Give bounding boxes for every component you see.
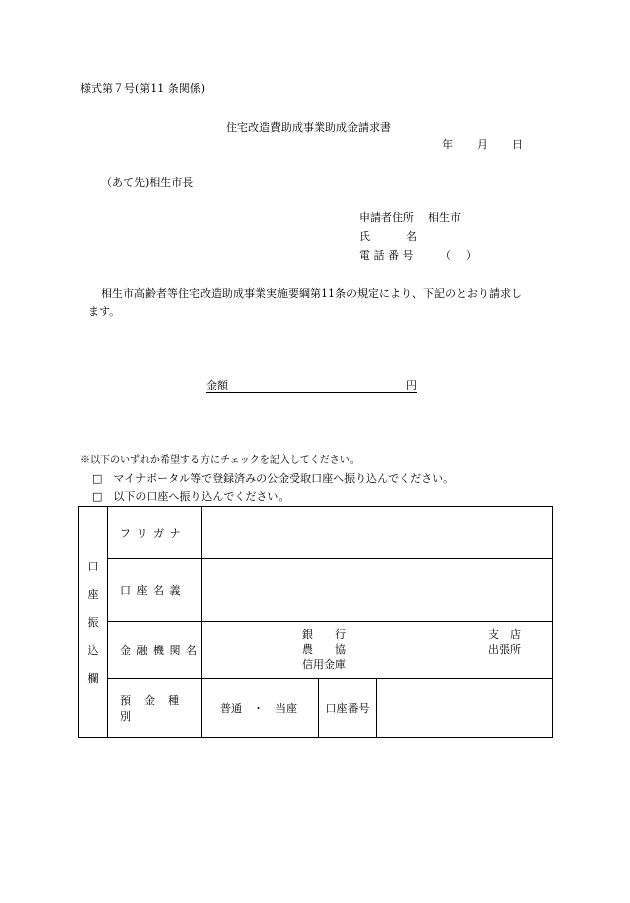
side-char: 口 bbox=[87, 560, 99, 573]
applicant-address-value: 相生市 bbox=[428, 211, 461, 224]
amount-label: 金額 bbox=[206, 379, 228, 392]
bank-type: 銀 行 bbox=[302, 628, 346, 641]
option-mynaportal[interactable]: □ マイナポータル等で登録済みの公金受取口座へ振り込んでください。 bbox=[92, 472, 455, 485]
check-note: ※以下のいずれか希望する方にチェックを記入してください。 bbox=[80, 455, 360, 466]
body-text-line2: ます。 bbox=[88, 305, 121, 318]
furigana-label: フ リ ガ ナ bbox=[108, 507, 202, 559]
bank-account-table bbox=[78, 506, 553, 738]
account-number-label: 口座番号 bbox=[319, 679, 377, 738]
phone-paren-open: （ bbox=[440, 249, 451, 262]
account-name-field[interactable] bbox=[202, 559, 553, 622]
furigana-field[interactable] bbox=[202, 507, 553, 559]
account-number-field[interactable] bbox=[377, 679, 553, 738]
nokyo-type: 農 協 bbox=[302, 643, 346, 656]
date-month: 月 bbox=[477, 138, 488, 151]
row-furigana bbox=[79, 507, 553, 559]
amount-line bbox=[206, 379, 417, 393]
row-institution bbox=[79, 622, 553, 679]
amount-unit: 円 bbox=[406, 379, 417, 392]
shinkin-type: 信用金庫 bbox=[302, 658, 346, 671]
applicant-phone-label: 電 話 番 号 bbox=[359, 249, 414, 262]
date-day: 日 bbox=[512, 138, 523, 151]
date-year: 年 bbox=[442, 138, 453, 151]
side-char: 込 bbox=[87, 644, 99, 657]
phone-paren-close: ） bbox=[466, 249, 477, 262]
branch-type: 支 店 bbox=[488, 628, 521, 641]
institution-field[interactable] bbox=[202, 622, 553, 679]
side-char: 振 bbox=[87, 616, 99, 629]
account-name-label: 口 座 名 義 bbox=[108, 559, 202, 622]
row-deposit bbox=[79, 679, 553, 738]
row-account-name bbox=[79, 559, 553, 622]
form-number: 様式第７号(第11 条関係) bbox=[80, 82, 206, 95]
applicant-name-label-2: 名 bbox=[406, 230, 417, 243]
document-title: 住宅改造費助成事業助成金請求書 bbox=[226, 121, 391, 134]
side-char: 欄 bbox=[87, 672, 99, 685]
office-type: 出張所 bbox=[488, 643, 521, 656]
option-bank-account[interactable]: □ 以下の口座へ振り込んでください。 bbox=[92, 490, 290, 503]
applicant-name-label-1: 氏 bbox=[359, 230, 370, 243]
body-text-line1: 相生市高齢者等住宅改造助成事業実施要綱第11条の規定により、下記のとおり請求し bbox=[101, 287, 522, 300]
side-char: 座 bbox=[87, 588, 99, 601]
addressee: （あて先)相生市長 bbox=[101, 176, 194, 189]
deposit-type-choice[interactable]: 普通 ・ 当座 bbox=[202, 679, 319, 738]
side-label bbox=[79, 507, 108, 738]
deposit-type-label: 預 金 種 別 bbox=[108, 679, 202, 738]
applicant-address-label: 申請者住所 bbox=[359, 211, 414, 224]
institution-label: 金 融 機 関 名 bbox=[108, 622, 202, 679]
